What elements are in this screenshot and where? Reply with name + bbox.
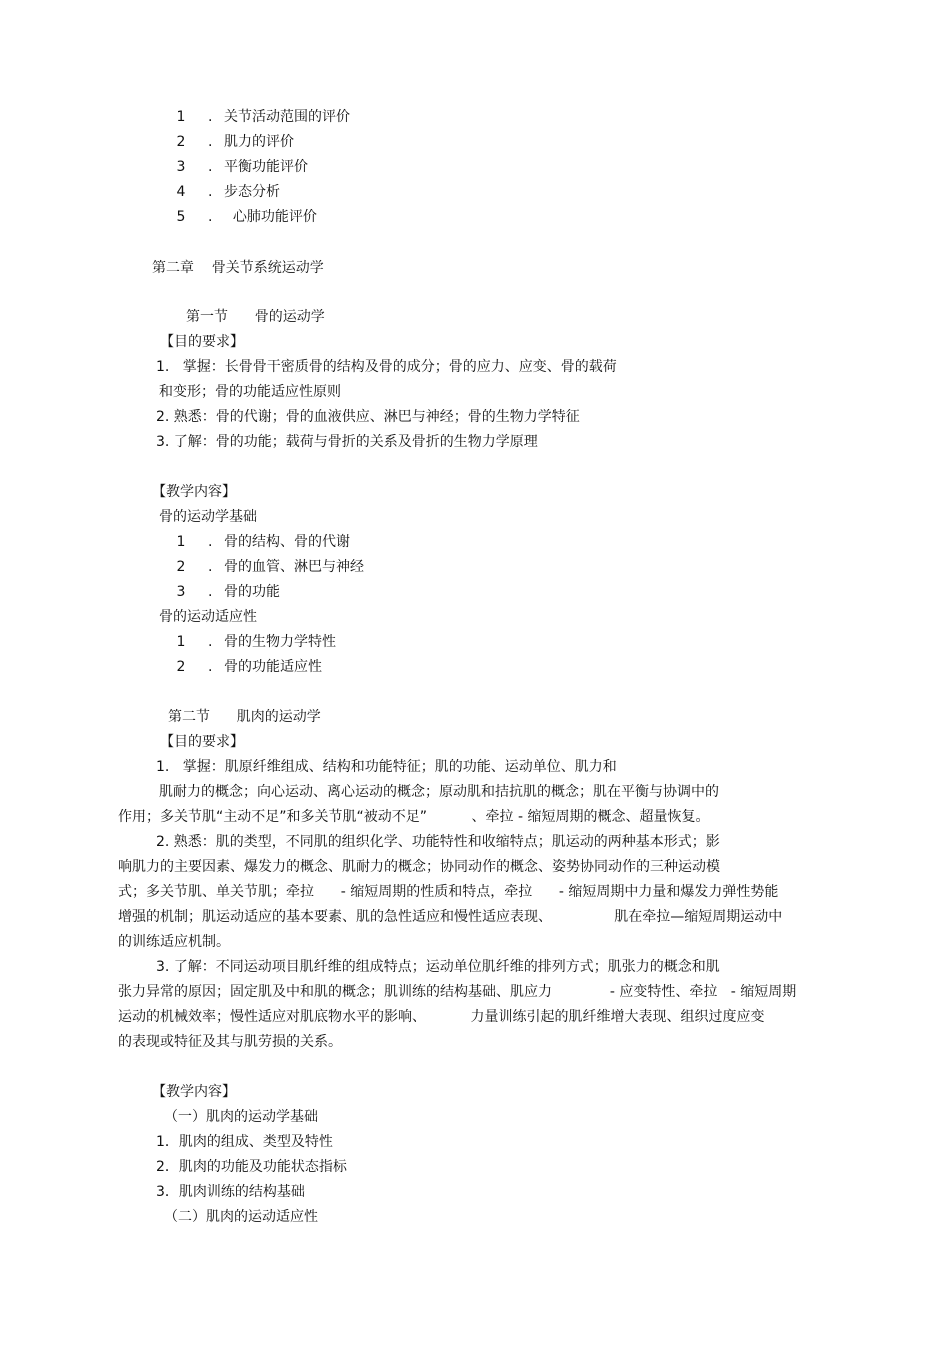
- content-heading: 【教学内容】: [152, 484, 236, 500]
- requirements-heading: 【目的要求】: [160, 734, 244, 750]
- requirement-line: 肌耐力的概念；向心运动、离心运动的概念；原动肌和拮抗肌的概念；肌在平衡与协调中的: [159, 784, 719, 800]
- requirement-line: 式；多关节肌、单关节肌；牵拉 - 缩短周期的性质和特点，牵拉 - 缩短周期中力量和爆发力弹性势能: [118, 884, 779, 900]
- subsection-title: （一）肌肉的运动学基础: [164, 1109, 318, 1125]
- group-title: 骨的运动适应性: [159, 609, 257, 625]
- requirement-line: 增强的机制；肌运动适应的基本要素、肌的急性适应和慢性适应表现、 肌在牵拉—缩短周期运动中: [118, 909, 783, 925]
- group-title: 骨的运动学基础: [159, 509, 257, 525]
- requirement-line: 作用；多关节肌“主动不足”和多关节肌“被动不足” 、牵拉 - 缩短周期的概念、超量恢复。: [118, 809, 710, 825]
- list-item: 1．肌肉的组成、类型及特性: [156, 1134, 333, 1150]
- requirement-line: 1. 掌握：长骨骨干密质骨的结构及骨的成分；骨的应力、应变、骨的载荷: [156, 359, 617, 375]
- subsection-title: （二）肌肉的运动适应性: [164, 1209, 318, 1225]
- section-title: 第二节 肌肉的运动学: [168, 709, 321, 725]
- section-title: 第一节 骨的运动学: [186, 309, 325, 325]
- requirement-line: 张力异常的原因；固定肌及中和肌的概念；肌训练的结构基础、肌应力 - 应变特性、牵拉 - 缩短周期: [118, 984, 797, 1000]
- content-heading: 【教学内容】: [152, 1084, 236, 1100]
- requirement-line: 2. 熟悉：肌的类型，不同肌的组织化学、功能特性和收缩特点；肌运动的两种基本形式；影: [156, 834, 720, 850]
- requirement-line: 响肌力的主要因素、爆发力的概念、肌耐力的概念；协同动作的概念、姿势协同动作的三种运动模: [118, 859, 720, 875]
- requirement-line: 的表现或特征及其与肌劳损的关系。: [118, 1034, 342, 1050]
- chapter-title: 第二章 骨关节系统运动学: [152, 260, 324, 276]
- list-item: 2．肌肉的功能及功能状态指标: [156, 1159, 347, 1175]
- requirements-heading: 【目的要求】: [160, 334, 244, 350]
- requirement-line: 2. 熟悉：骨的代谢；骨的血液供应、淋巴与神经；骨的生物力学特征: [156, 409, 580, 425]
- requirement-line: 3. 了解：不同运动项目肌纤维的组成特点；运动单位肌纤维的排列方式；肌张力的概念和肌: [156, 959, 720, 975]
- requirement-line: 和变形；骨的功能适应性原则: [159, 384, 341, 400]
- requirement-line: 的训练适应机制。: [118, 934, 230, 950]
- requirement-line: 3. 了解：骨的功能；载荷与骨折的关系及骨折的生物力学原理: [156, 434, 538, 450]
- list-item: 3．肌肉训练的结构基础: [156, 1184, 305, 1200]
- requirement-line: 运动的机械效率；慢性适应对肌底物水平的影响、 力量训练引起的肌纤维增大表现、组织过度应变: [118, 1009, 765, 1025]
- requirement-line: 1. 掌握：肌原纤维组成、结构和功能特征；肌的功能、运动单位、肌力和: [156, 759, 617, 775]
